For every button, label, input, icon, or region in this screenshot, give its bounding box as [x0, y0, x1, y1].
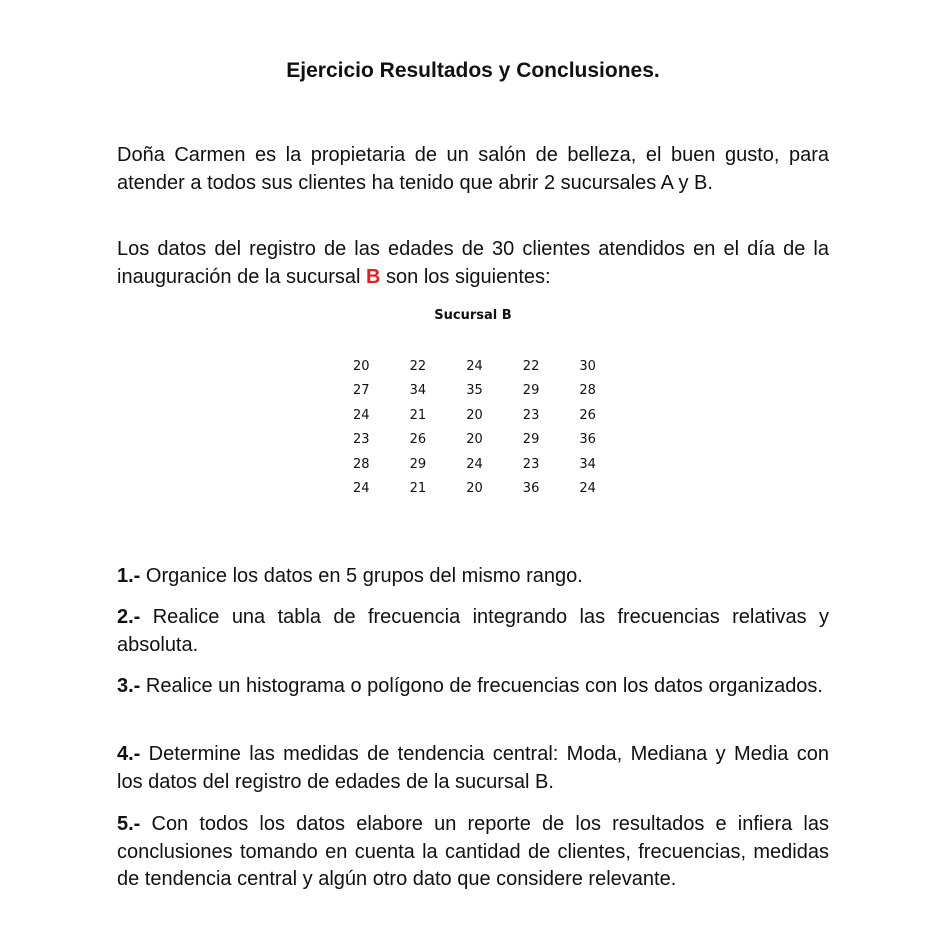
- table-row: [333, 452, 616, 477]
- table-cell: 34: [579, 456, 596, 472]
- table-cell: 28: [579, 383, 596, 399]
- table-title: Sucursal B: [434, 308, 512, 323]
- table-cell: 23: [522, 407, 540, 423]
- table-cell: 24: [353, 481, 370, 497]
- table-cell: 36: [579, 432, 596, 448]
- table-cell: 36: [522, 481, 540, 497]
- table-cell: 20: [466, 407, 483, 423]
- table-cell: 23: [353, 432, 370, 448]
- question-1: [117, 563, 829, 591]
- table-cell: 24: [466, 358, 483, 374]
- question-3: [117, 673, 829, 701]
- table-row: [333, 354, 616, 379]
- branch-highlight: B: [366, 265, 381, 288]
- table-cell: 24: [353, 407, 370, 423]
- table-cell: 26: [579, 407, 596, 423]
- question-number: 1.-: [117, 565, 141, 587]
- table-cell: 34: [409, 383, 427, 399]
- question-number: 4.-: [117, 743, 141, 765]
- table-row: [333, 477, 616, 502]
- data-intro-paragraph: [117, 236, 829, 291]
- question-4: [117, 741, 829, 796]
- table-cell: 24: [466, 456, 483, 472]
- table-cell: 23: [522, 456, 540, 472]
- table-cell: 27: [353, 383, 370, 399]
- data-intro-text: Los datos del registro de las edades de 30 clientes atendidos en el día de la inauguración de la sucursal: [117, 238, 829, 288]
- question-5: [117, 811, 829, 894]
- page-title: Ejercicio Resultados y Conclusiones.: [286, 59, 660, 82]
- question-text: Con todos los datos elabore un reporte de los resultados e infiera las conclusiones tomando en cuenta la cantidad de clientes, frecuencias, medidas de tendencia central y algún otro dato que considere relevante.: [117, 813, 829, 890]
- question-text: Realice un histograma o polígono de frecuencias con los datos organizados.: [140, 675, 823, 697]
- question-number: 3.-: [117, 675, 141, 697]
- table-cell: 29: [522, 383, 540, 399]
- table-cell: 28: [353, 456, 370, 472]
- table-cell: 21: [409, 407, 427, 423]
- intro-paragraph: Doña Carmen es la propietaria de un salón de belleza, el buen gusto, para atender a todos sus clientes ha tenido que abrir 2 sucursales A y B.: [117, 144, 829, 194]
- question-text: Determine las medidas de tendencia central: Moda, Mediana y Media con los datos del registro de edades de la sucursal B.: [117, 743, 829, 793]
- ages-table: [333, 354, 616, 501]
- question-number: 2.-: [117, 606, 141, 628]
- table-cell: 22: [409, 358, 427, 374]
- data-intro-text-end: son los siguientes:: [380, 265, 551, 288]
- table-row: [333, 403, 616, 428]
- table-row: [333, 428, 616, 453]
- table-cell: 20: [466, 481, 483, 497]
- question-2: [117, 604, 829, 659]
- table-cell: 20: [466, 432, 483, 448]
- table-cell: 22: [522, 358, 540, 374]
- question-text: Realice una tabla de frecuencia integrando las frecuencias relativas y absoluta.: [117, 606, 829, 656]
- question-text: Organice los datos en 5 grupos del mismo rango.: [140, 565, 583, 587]
- table-cell: 24: [579, 481, 596, 497]
- table-cell: 29: [522, 432, 540, 448]
- table-cell: 26: [409, 432, 427, 448]
- question-number: 5.-: [117, 813, 141, 835]
- table-cell: 21: [409, 481, 427, 497]
- table-cell: 29: [409, 456, 427, 472]
- table-cell: 30: [579, 358, 596, 374]
- table-cell: 35: [466, 383, 483, 399]
- table-cell: 20: [353, 358, 370, 374]
- table-row: [333, 379, 616, 404]
